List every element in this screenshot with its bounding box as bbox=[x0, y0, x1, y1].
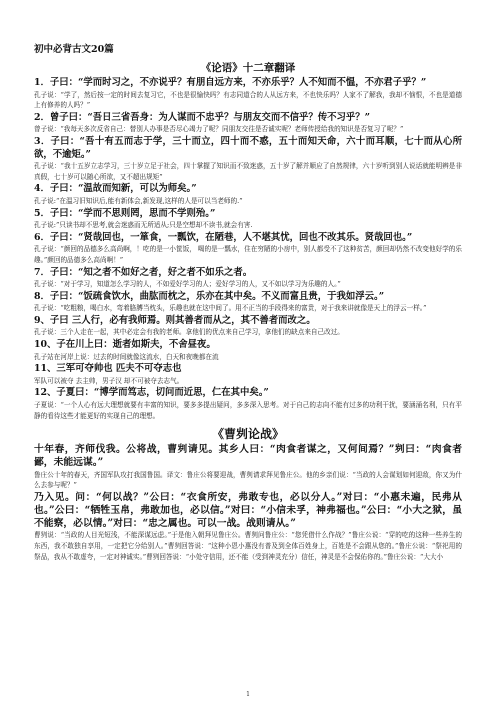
lunyu-item-5 bbox=[34, 208, 462, 231]
caogui-translation: 曹刿说：“当政的人目光短浅，不能深谋远虑。”于是他入朝拜见鲁庄公。曹刿问鲁庄公：“您凭借什么作战？”鲁庄公说：“穿的吃的这种一些养生的东西，我不敢独自享用，一定把它分给别人。”曹刿回答说：“这种小恩小惠没有普及到全体百姓身上，百姓是不会跟从您的。”鲁庄公说：“祭祀用的祭品，我从不敢虚夸，一定对神诚实。”曹刿回答说：“小处守信用，还不能（受到神灵充分）信任，神灵是不会保佑你的。”鲁庄公说：“大大小 bbox=[34, 531, 462, 561]
lunyu-quote: 4．子曰：“温故而知新，可以为师矣。” bbox=[34, 183, 197, 195]
lunyu-item-4 bbox=[34, 183, 462, 206]
caogui-paragraph-1 bbox=[34, 444, 462, 491]
lunyu-translation: 子夏说：“一个人心有远大理想就要有丰富的知识，要多多提出疑问，多多深入思考。对于自己的志向不能有过多的功利干扰，要涵涌名利，只有平静的看待这些才能更好的实现自己的理想。 bbox=[34, 401, 462, 420]
caogui-translation: 鲁庄公十年的春天，齐国军队攻打我国鲁国。译文：鲁庄公将要迎战，曹刿请求拜见鲁庄公。他的乡亲们说：“当政的人会谋划如何迎敌，你又为什么去参与呢？” bbox=[34, 470, 462, 490]
lunyu-quote: 9、子曰 三人行，必有我师焉。则其善者而从之，其不善者而改之。 bbox=[34, 314, 316, 326]
lunyu-translation: 军队可以被夺 去主帅，男子汉 却不可被夺去志气。 bbox=[34, 376, 184, 385]
lunyu-translation: 孔子说：“我十五岁立志学习，三十岁立足于社会，四十掌握了知识而不致迷惑，五十岁了解并顺应了自然规律，六十岁听到别人说话就能明辨是非真假，七十岁可以随心所欲，又不超出规矩” bbox=[34, 162, 462, 181]
lunyu-translation: 孔子说：“学了，然后按一定的时间去复习它，不也是很愉快吗？有志同道合的人从远方来，不也快乐吗？人家不了解我，我却不恼恨，不也是道德上有修养的人吗？” bbox=[34, 90, 462, 110]
caogui-original-text: 乃入见。问：“何以战？”公曰：“衣食所安，弗敢专也，必以分人。”对曰：“小惠未遍，民弗从也。”公曰：“牺牲玉帛，弗敢加也，必以信。”对曰：“小信未孚，神弗福也。”公曰：“小大之狱，虽不能察，必以情。”对曰：“忠之属也。可以一战。战则请从。” bbox=[34, 492, 462, 529]
lunyu-item-9 bbox=[34, 315, 462, 338]
lunyu-item-2 bbox=[34, 112, 462, 135]
caogui-paragraph-2 bbox=[34, 492, 462, 562]
document-title: 初中必背古文20篇 bbox=[34, 44, 114, 55]
lunyu-quote: 3．子曰：“吾十有五而志于学，三十而立，四十而不惑，五十而知天命，六十而耳顺，七十而从心所欲，不逾矩。” bbox=[34, 135, 462, 160]
lunyu-translation: 孔子站在河岸上说：过去的时间就像这流水，白天和夜晚都在流 bbox=[34, 352, 219, 361]
lunyu-translation: 孔子说：“对于学习，知道怎么学习的人，不如爱好学习的人；爱好学习的人，又不如以学习为乐趣的人。” bbox=[34, 280, 341, 289]
lunyu-translation: 孔子说：“吃粗粮，喝白水，弯着胳膊当枕头，乐趣也就在这中间了。用不正当的手段得来的富贵，对于我来讲就像是天上的浮云一样。” bbox=[34, 304, 427, 313]
lunyu-quote: 5．子曰：“学而不思则罔，思而不学则殆。” bbox=[34, 207, 216, 219]
lunyu-item-12 bbox=[34, 387, 462, 421]
lunyu-quote: 7．子曰：“知之者不如好之者，好之者不如乐之者。 bbox=[34, 266, 253, 278]
lunyu-translation: 孔子说：“颜回的品德多么高尚啊，！吃的是一小筐饭， 喝的是一瓢水，住在穷陋的小房中，别人都受不了这种贫苦，颜回却仍然不改变他好学的乐趣。”颜回的品德多么高尚啊！” bbox=[34, 245, 462, 264]
lunyu-item-1 bbox=[34, 77, 462, 111]
lunyu-item-3 bbox=[34, 136, 462, 182]
lunyu-quote: 11、三军可夺帅也 匹夫不可夺志也 bbox=[34, 363, 182, 375]
caogui-original-text: 十年春，齐师伐我。公将战，曹刿请见。其乡人曰：“肉食者谋之，又何间焉？”刿曰：“肉食者鄙，未能远谋。” bbox=[34, 444, 462, 469]
lunyu-heading: 《论语》十二章翻译 bbox=[200, 62, 296, 74]
lunyu-quote: 2．曾子曰：“吾日三省吾身：为人谋而不忠乎？与朋友交而不信乎？传不习乎？” bbox=[34, 111, 371, 123]
lunyu-quote: 8．子曰：“饭疏食饮水，曲肱而枕之，乐亦在其中矣。不义而富且贵，于我如浮云。” bbox=[34, 290, 385, 302]
lunyu-item-11 bbox=[34, 363, 462, 386]
lunyu-quote: 6．子曰：“贤哉回也，一箪食，一瓢饮，在陋巷，人不堪其忧，回也不改其乐。贤哉回也。” bbox=[34, 231, 413, 243]
lunyu-item-8 bbox=[34, 291, 462, 314]
lunyu-translation: 孔子说:”只读书却不思考,就会迷惑而无所适从;只是空想却不读书,就会有害. bbox=[34, 221, 253, 230]
lunyu-item-10 bbox=[34, 339, 462, 362]
lunyu-quote: 1．子曰：“学而时习之，不亦说乎？有朋自远方来，不亦乐乎？人不知而不愠，不亦君子乎？” bbox=[34, 77, 427, 88]
lunyu-item-7 bbox=[34, 267, 462, 290]
lunyu-translation: 孔子说：三个人走在一起，其中必定会有我的老师。拿他们的优点来自己学习，拿他们的缺点来自己改过。 bbox=[34, 328, 344, 337]
lunyu-translation: 孔子说:“在温习旧知识后,能有新体会,新发现,这样的人是可以当老师的.” bbox=[34, 196, 243, 205]
lunyu-translation: 曾子说：“我每天多次反省自己：替别人办事是否尽心竭力了呢？同朋友交往是否诚实呢？老师传授给我的知识是否复习了呢？” bbox=[34, 125, 404, 134]
lunyu-item-6 bbox=[34, 232, 462, 266]
lunyu-quote: 10、子在川上曰：逝者如斯夫，不舍昼夜。 bbox=[34, 339, 216, 351]
caogui-heading: 《曹刿论战》 bbox=[211, 427, 284, 442]
lunyu-quote: 12、子夏曰：“博学而笃志，切问而近思，仁在其中矣。” bbox=[34, 387, 269, 399]
page-number: 1 bbox=[246, 691, 250, 698]
